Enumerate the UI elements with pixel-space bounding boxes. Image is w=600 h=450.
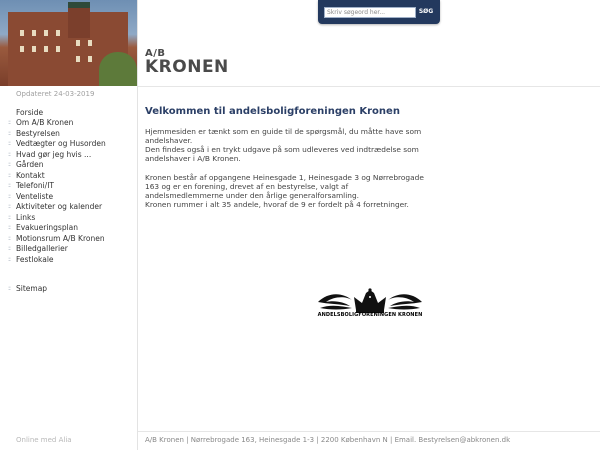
- sidebar-item-festlokale[interactable]: [8, 254, 133, 265]
- sidebar-item-label: Sitemap: [16, 283, 48, 293]
- sidebar-item-label: Telefoni/IT: [16, 181, 55, 191]
- nav-bullet-icon: ::: [8, 161, 11, 169]
- nav-bullet-icon: ::: [8, 171, 11, 179]
- sidebar-item-gården[interactable]: [8, 160, 133, 171]
- emblem-caption: ANDELSBOLIGFORENINGEN KRONEN: [317, 312, 423, 318]
- sidebar-item-forside[interactable]: [8, 107, 133, 118]
- sidebar-item-telefoni-it[interactable]: [8, 181, 133, 192]
- nav-bullet-icon: ::: [8, 203, 11, 211]
- logo-name-text: KRONEN: [145, 57, 229, 77]
- sidebar-item-kontakt[interactable]: [8, 170, 133, 181]
- sidebar-item-venteliste[interactable]: [8, 191, 133, 202]
- left-column: [0, 0, 138, 450]
- nav-bullet-icon: ::: [8, 182, 11, 190]
- sidebar-item-label: Motionsrum A/B Kronen: [16, 233, 105, 243]
- nav-bullet-icon: ::: [8, 140, 11, 148]
- sidebar-item-sitemap[interactable]: [8, 283, 47, 294]
- sidebar-item-label: Aktiviteter og kalender: [16, 202, 103, 212]
- tree-foliage: [99, 52, 137, 86]
- sidebar-item-label: Forside: [16, 107, 44, 117]
- sidebar-item-label: Billedgallerier: [16, 244, 68, 254]
- sidebar-item-label: Venteliste: [16, 191, 54, 201]
- nav-bullet-icon: ::: [8, 234, 11, 242]
- sidebar-item-evakueringsplan[interactable]: [8, 223, 133, 234]
- site-logo[interactable]: [145, 48, 229, 77]
- nav-bullet-icon: ::: [8, 245, 11, 253]
- nav-bullet-icon: ::: [8, 224, 11, 232]
- sidebar-item-label: Evakueringsplan: [16, 223, 79, 233]
- nav-bullet-icon: ::: [8, 129, 11, 137]
- search-input[interactable]: [324, 7, 416, 18]
- sidebar-item-label: Kontakt: [16, 170, 45, 180]
- sidebar-item-links[interactable]: [8, 212, 133, 223]
- sidebar-item-label: Links: [16, 212, 36, 222]
- sidebar-item-om-a-b-kronen[interactable]: [8, 118, 133, 129]
- sidebar-item-hvad-gør-jeg-hvis[interactable]: [8, 149, 133, 160]
- logo-ab-text: A/B: [145, 48, 166, 59]
- footer-divider: [138, 431, 600, 432]
- sidebar-item-label: Vedtægter og Husorden: [16, 139, 106, 149]
- nav-bullet-icon: ::: [8, 150, 11, 158]
- header-divider: [138, 86, 600, 87]
- last-updated-text: Opdateret 24-03-2019: [16, 90, 95, 98]
- sidebar-item-vedtægter-og-husorden[interactable]: [8, 139, 133, 150]
- nav-bullet-icon: ::: [8, 284, 11, 292]
- nav-bullet-icon: ::: [8, 255, 11, 263]
- sidebar-nav: [8, 107, 133, 265]
- intro-paragraph: Hjemmesiden er tænkt som en guide til de spørgsmål, du måtte have som andelshaver. Den findes også i en trykt udgave på som udleveres ved indtrædelse som andelshaver i A/B Kronen.: [145, 127, 422, 163]
- search-button[interactable]: SØG: [416, 5, 436, 18]
- intro-paragraph: Kronen består af opgangene Heinesgade 1, Heinesgade 3 og Nørrebrogade 163 og er en forening, drevet af en bestyrelse, valgt af andelsmedlemmerne under den årlige generalforsamling. Kronen rummer i alt 35 andele, hvoraf de 9 er fordelt på 4 forretninger.: [145, 173, 424, 209]
- sidebar-item-motionsrum-a-b-kronen[interactable]: [8, 233, 133, 244]
- header-building-photo: [0, 0, 137, 86]
- building-tower: [68, 2, 90, 38]
- online-credit-link[interactable]: Online med Alia: [16, 436, 72, 444]
- nav-bullet-icon: ::: [8, 192, 11, 200]
- sidebar-item-label: Hvad gør jeg hvis ...: [16, 149, 92, 159]
- search-panel: [318, 0, 440, 24]
- sidebar-item-label: Bestyrelsen: [16, 128, 60, 138]
- nav-bullet-icon: ::: [8, 213, 11, 221]
- sidebar-item-aktiviteter-og-kalender[interactable]: [8, 202, 133, 213]
- sidebar-item-label: Festlokale: [16, 254, 54, 264]
- sidebar-item-label: Om A/B Kronen: [16, 118, 74, 128]
- nav-bullet-icon: ::: [8, 119, 11, 127]
- sidebar-item-billedgallerier[interactable]: [8, 244, 133, 255]
- page-title: Velkommen til andelsboligforeningen Kronen: [145, 106, 400, 117]
- sidebar-item-label: Gården: [16, 160, 44, 170]
- main-content: [145, 127, 425, 219]
- sidebar-item-bestyrelsen[interactable]: [8, 128, 133, 139]
- footer-address: A/B Kronen | Nørrebrogade 163, Heinesgade 1-3 | 2200 København N | Email. Bestyrelsen@abkronen.dk: [145, 436, 511, 444]
